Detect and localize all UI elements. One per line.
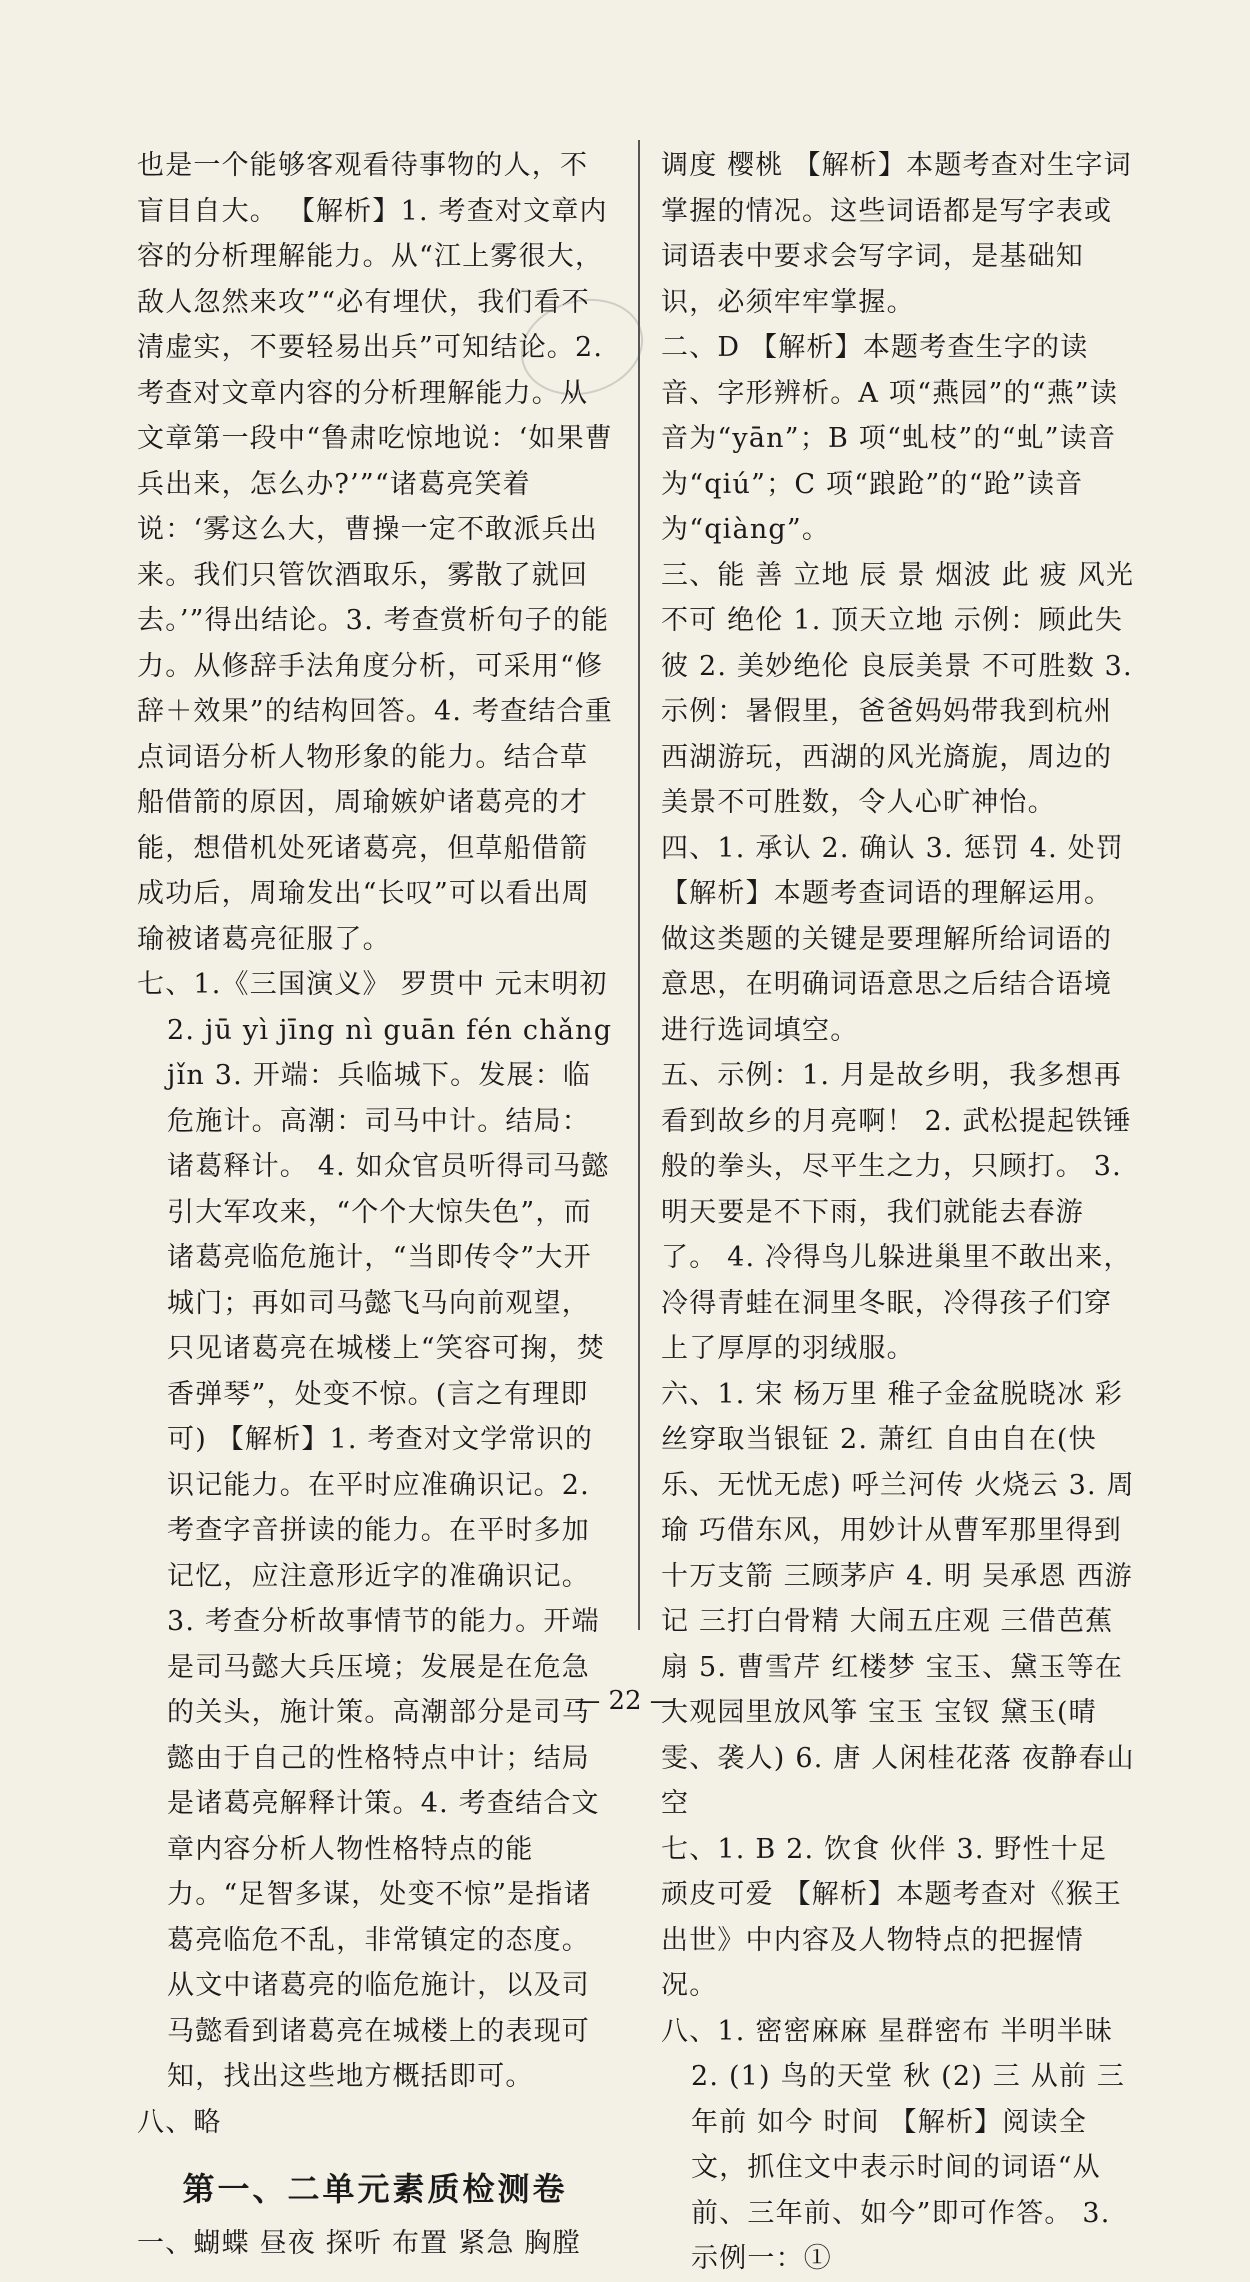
section-title: 第一、二单元素质检测卷 (182, 2170, 568, 2208)
answer-block-3: 三、能 善 立地 辰 景 烟波 此 疲 风光 不可 绝伦 1. 顶天立地 示例：顾此失彼 2. 美妙绝伦 良辰美景 不可胜数 3. 示例：暑假里，爸爸妈妈带我到杭州西湖游玩，西湖的风光旖旎，周边的美景不可胜数，令人心旷神怡。 (661, 559, 1135, 818)
answer-block-6: 也是一个能够客观看待事物的人，不盲目自大。 【解析】1. 考查对文章内容的分析理解能力。从“江上雾很大，敌人忽然来攻”“必有埋伏，我们看不清虚实，不要轻易出兵”可知结论。2. 考查对文章内容的分析理解能力。从文章第一段中“鲁肃吃惊地说：‘如果曹兵出来，怎么办?’”“诸葛亮笑着说：‘雾这么大，曹操一定不敢派兵出来。我们只管饮酒取乐，雾散了就回去。’”得出结论。3. 考查赏析句子的能力。从修辞手法角度分析，可采用“修辞＋效果”的结构回答。4. 考查结合重点词语分析人物形象的能力。结合草船借箭的原因，周瑜嫉妒诸葛亮的才能，想借机处死诸葛亮，但草船借箭成功后，周瑜发出“长叹”可以看出周瑜被诸葛亮征服了。 (137, 150, 613, 955)
answer-block-7-1: 七、1.《三国演义》 罗贯中 元末明初 (137, 969, 608, 1000)
answer-block-8: 八、略 (137, 2106, 222, 2138)
answer-block-8-1: 八、1. 密密麻麻 星群密布 半明半昧 (661, 2015, 1114, 2047)
answer-block-4: 四、1. 承认 2. 确认 3. 惩罚 4. 处罚 (661, 832, 1125, 864)
answer-block-7-2: 2. jū yì jīng nì guān fén chǎng jǐn 3. 开端：兵临城下。发展：临危施计。高潮：司马中计。结局：诸葛释计。 4. 如众官员听得司马懿引大军攻来，“个个大惊失色”，而诸葛亮临危施计，“当即传令”大开城门；再如司马懿飞马向前观望，只见诸葛亮在城楼上“笑容可掬，焚香弹琴”，处变不惊。(言之有理即可) 【解析】1. 考查对文学常识的识记能力。在平时应准确识记。2. 考查字音拼读的能力。在平时多加记忆，应注意形近字的准确识记。3. 考查分析故事情节的能力。开端是司马懿大兵压境；发展是在危急的关头，施计策。高潮部分是司马懿由于自己的性格特点中计；结局是诸葛亮解释计策。4. 考查结合文章内容分析人物性格特点的能力。“足智多谋，处变不惊”是指诸葛亮临危不乱，非常镇定的态度。从文中诸葛亮的临危施计，以及司马懿看到诸葛亮在城楼上的表现可知，找出这些地方概括即可。 (167, 1014, 613, 2092)
column-divider (638, 140, 640, 1630)
answer-block-test-1: 一、蝴蝶 昼夜 探听 布置 紧急 胸膛 (137, 2228, 581, 2259)
answer-block-7-right: 七、1. B 2. 饮食 伙伴 3. 野性十足 顽皮可爱 【解析】本题考查对《猴王出世》中内容及人物特点的把握情况。 (661, 1833, 1122, 2001)
page-number: — 22 — (574, 1686, 676, 1716)
answer-block-8-2: 2. (1) 鸟的天堂 秋 (2) 三 从前 三年前 如今 时间 【解析】阅读全文，抓住文中表示时间的词语“从前、三年前、如今”即可作答。 3. 示例一：① (691, 2061, 1126, 2274)
answer-block-2: 二、D 【解析】本题考查生字的读音、字形辨析。A 项“燕园”的“燕”读音为“yān”；B 项“虬枝”的“虬”读音为“qiú”；C 项“踉跄”的“跄”读音为“qiàng”。 (661, 332, 1119, 545)
answer-block-6-right: 六、1. 宋 杨万里 稚子金盆脱晓冰 彩丝穿取当银钲 2. 萧红 自由自在(快乐、无忧无虑) 呼兰河传 火烧云 3. 周瑜 巧借东风，用妙计从曹军那里得到十万支箭 三顾茅庐 4. 明 吴承恩 西游记 三打白骨精 大闹五庄观 三借芭蕉扇 5. 曹雪芹 红楼梦 宝玉、黛玉等在大观园里放风筝 宝玉 宝钗 黛玉(晴雯、袭人) 6. 唐 人闲桂花落 夜静春山空 (661, 1378, 1135, 1819)
answer-block-1-cont: 调度 樱桃 【解析】本题考查对生字词掌握的情况。这些词语都是写字表或词语表中要求会写字词，是基础知识，必须牢牢掌握。 (661, 150, 1132, 318)
right-column (661, 143, 1135, 2282)
answer-block-5: 五、示例：1. 月是故乡明，我多想再看到故乡的月亮啊！ 2. 武松提起铁锤般的拳头，尽平生之力，只顾打。 3. 明天要是不下雨，我们就能去春游了。 4. 冷得鸟儿躲进巢里不敢出来，冷得青蛙在洞里冬眠，冷得孩子们穿上了厚厚的羽绒服。 (661, 1060, 1132, 1364)
answer-block-4-analysis: 【解析】本题考查词语的理解运用。做这类题的关键是要理解所给词语的意思，在明确词语意思之后结合语境进行选词填空。 (661, 878, 1113, 1046)
left-column (137, 143, 613, 2267)
